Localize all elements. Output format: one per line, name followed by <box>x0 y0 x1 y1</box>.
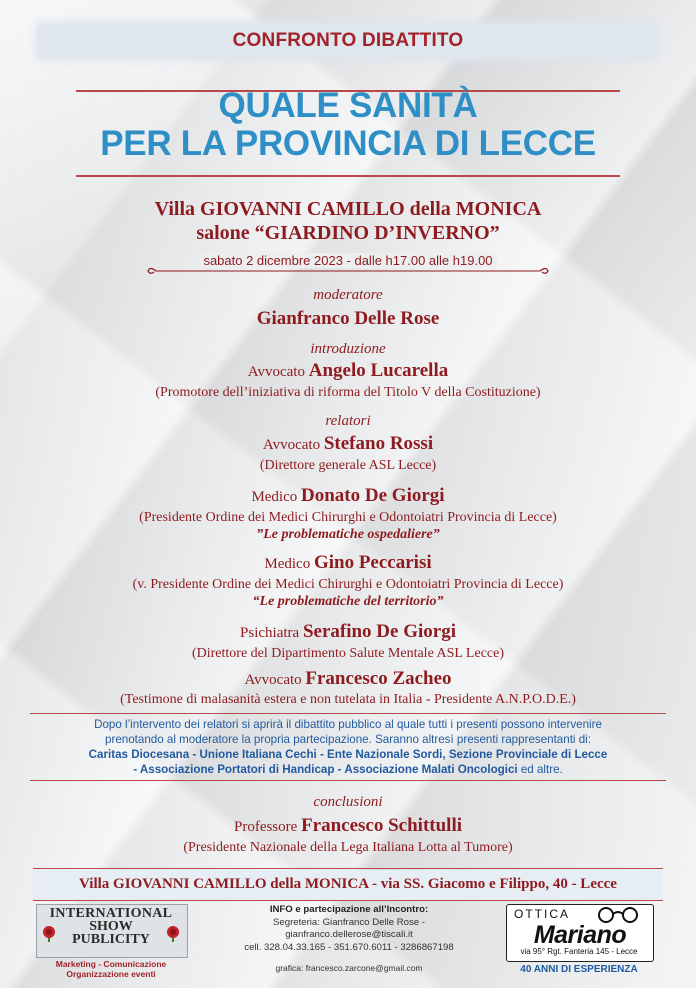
speaker-item <box>0 552 696 574</box>
footer-address: Villa GIOVANNI CAMILLO della MONICA - via SS. Giacomo e Filippo, 40 - Lecce <box>79 876 617 892</box>
speaker-topic: ”Le problematiche ospedaliere” <box>256 527 440 542</box>
info-graphics: grafica: francesco.zarcone@gmail.com <box>275 963 423 973</box>
speaker-desc: (v. Presidente Ordine dei Medici Chirurghi e Odontoiatri Provincia di Lecce) <box>132 577 564 592</box>
rose-icon <box>40 924 58 942</box>
speaker-name: Serafino De Giorgi <box>302 621 456 642</box>
conclusions-speaker <box>0 815 696 837</box>
brand-years: 40 ANNI DI ESPERIENZA <box>520 964 638 975</box>
speaker-title: Medico <box>251 489 298 505</box>
speaker-desc: (Testimone di malasanità estera e non tutelata in Italia - Presidente A.N.P.O.D.E.) <box>120 692 576 707</box>
debate-note <box>30 717 666 777</box>
speaker-item <box>0 485 696 507</box>
logo-tagline: Organizzazione eventi <box>66 969 156 979</box>
title-line-1: QUALE SANITÀ <box>218 86 478 125</box>
conclusions-desc: (Presidente Nazionale della Lega Italiana Lotta al Tumore) <box>183 840 513 855</box>
speaker-name: Donato De Giorgi <box>301 485 445 506</box>
introduction-desc: (Promotore dell’iniziativa di riforma del Titolo V della Costituzione) <box>155 385 541 400</box>
info-phones: cell. 328.04.33.165 - 351.670.6011 - 3286867198 <box>244 941 454 953</box>
speaker-item <box>0 433 696 455</box>
moderator-name: Gianfranco Delle Rose <box>256 308 440 329</box>
speaker-title: Psichiatra <box>240 625 300 641</box>
logo-tagline: Marketing - Comunicazione <box>55 959 167 969</box>
speaker-topic: “Le problematiche del territorio” <box>252 594 444 609</box>
speaker-desc: (Direttore generale ASL Lecce) <box>259 458 437 473</box>
venue-name: Villa GIOVANNI CAMILLO della MONICA <box>154 198 542 220</box>
date-row <box>0 252 696 278</box>
logo-line: INTERNATIONAL <box>49 906 173 921</box>
conclusions-role: conclusioni <box>313 794 383 810</box>
international-show-publicity-logo <box>36 904 186 980</box>
speaker-title: Avvocato <box>247 364 305 380</box>
note-divider <box>30 713 666 714</box>
brand-top: OTTICA <box>514 907 570 921</box>
title-line-2: PER LA PROVINCIA DI LECCE <box>100 124 596 163</box>
note-tail: ed altre. <box>517 763 563 776</box>
note-associations: - Associazione Portatori di Handicap - Associazione Malati Oncologici <box>133 763 518 776</box>
speaker-title: Avvocato <box>262 437 321 453</box>
speaker-title: Avvocato <box>244 672 302 688</box>
speaker-name: Gino Peccarisi <box>313 552 432 573</box>
brand-address: via 95° Rgt. Fanteria 145 - Lecce <box>520 947 638 956</box>
speaker-item <box>0 668 696 690</box>
footer-info <box>214 904 484 975</box>
speaker-desc: (Presidente Ordine dei Medici Chirurghi e Odontoiatri Provincia di Lecce) <box>139 510 557 525</box>
speaker-name: Stefano Rossi <box>323 433 434 454</box>
conclusions-divider <box>30 780 666 781</box>
speaker-name: Francesco Zacheo <box>305 668 452 689</box>
speaker-title: Medico <box>264 556 311 572</box>
brand-name: Mariano <box>533 921 627 949</box>
info-title: INFO e partecipazione all’Incontro: <box>269 904 429 915</box>
speaker-desc: (Direttore del Dipartimento Salute Mentale ASL Lecce) <box>191 646 505 661</box>
header-kicker: CONFRONTO DIBATTITO <box>232 30 464 51</box>
note-line: Dopo l’intervento dei relatori si aprirà il dibattito pubblico al quale tutti i presenti possono intervenire <box>94 718 602 731</box>
title-rule-bottom <box>76 175 620 177</box>
logo-line: PUBLICITY <box>72 932 150 947</box>
note-line <box>30 762 666 777</box>
note-line: Caritas Diocesana - Unione Italiana Cechi - Ente Nazionale Sordi, Sezione Provinciale di Lecce <box>88 748 608 761</box>
ottica-mariano-logo <box>506 904 654 984</box>
venue-hall: salone “GIARDINO D’INVERNO” <box>196 222 500 244</box>
speaker-name: Francesco Schittulli <box>301 815 463 836</box>
speaker-name: Angelo Lucarella <box>308 360 449 381</box>
speaker-title: Professore <box>233 819 298 835</box>
speaker-item <box>0 621 696 643</box>
speakers-role: relatori <box>325 413 371 429</box>
footer-rule-bottom <box>33 900 663 901</box>
note-line: prenotando al moderatore la propria partecipazione. Saranno altresì presenti rappresentanti di: <box>105 733 591 746</box>
info-secretary: Segreteria: Gianfranco Delle Rose - gianfranco.dellerose@tiscali.it <box>273 916 425 940</box>
moderator-role: moderatore <box>313 287 383 303</box>
introduction-speaker <box>0 360 696 382</box>
introduction-role: introduzione <box>310 341 386 357</box>
rose-icon <box>164 924 182 942</box>
logo-line: SHOW <box>89 919 133 934</box>
event-date: sabato 2 dicembre 2023 - dalle h17.00 alle h19.00 <box>199 253 496 268</box>
footer-rule-top <box>33 868 663 869</box>
